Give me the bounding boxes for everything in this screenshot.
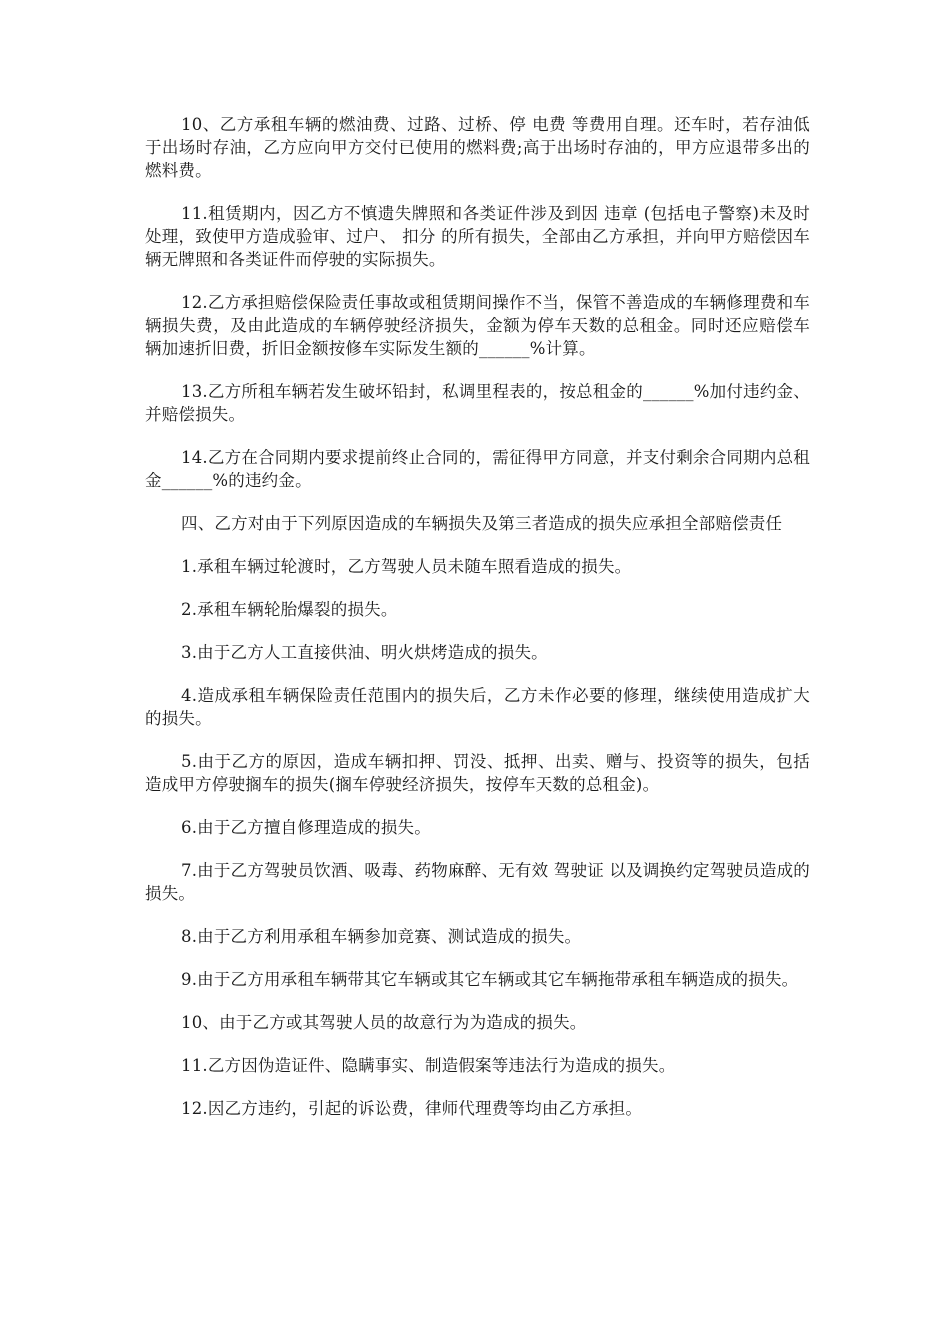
section-4-heading: 四、乙方对由于下列原因造成的车辆损失及第三者造成的损失应承担全部赔偿责任 bbox=[181, 514, 783, 533]
liability-item-10: 10、由于乙方或其驾驶人员的故意行为为造成的损失。 bbox=[181, 1013, 587, 1032]
clause-14-early-termination: 14.乙方在合同期内要求提前终止合同的，需征得甲方同意，并支付剩余合同期内总租金______%的违约金。 bbox=[145, 448, 810, 490]
clause-10-fuel-fees: 10、乙方承租车辆的燃油费、过路、过桥、停 电费 等费用自理。还车时，若存油低于出场时存油，乙方应向甲方交付已使用的燃料费;高于出场时存油的，甲方应退带多出的燃料费。 bbox=[145, 115, 810, 180]
liability-item-12: 12.因乙方违约，引起的诉讼费，律师代理费等均由乙方承担。 bbox=[181, 1099, 643, 1118]
clause-12-insurance-damage: 12.乙方承担赔偿保险责任事故或租赁期间操作不当，保管不善造成的车辆修理费和车辆损失费，及由此造成的车辆停驶经济损失，金额为停车天数的总租金。同时还应赔偿车辆加速折旧费，折旧金额按修车实际发生额的______%计算。 bbox=[145, 293, 810, 358]
liability-item-3: 3.由于乙方人工直接供油、明火烘烤造成的损失。 bbox=[181, 643, 548, 662]
liability-item-11: 11.乙方因伪造证件、隐瞒事实、制造假案等违法行为造成的损失。 bbox=[181, 1056, 676, 1075]
liability-item-2: 2.承租车辆轮胎爆裂的损失。 bbox=[181, 600, 398, 619]
liability-item-9: 9.由于乙方用承租车辆带其它车辆或其它车辆或其它车辆拖带承租车辆造成的损失。 bbox=[181, 970, 799, 989]
liability-item-4: 4.造成承租车辆保险责任范围内的损失后，乙方未作必要的修理，继续使用造成扩大的损失。 bbox=[145, 686, 810, 728]
liability-item-5: 5.由于乙方的原因，造成车辆扣押、罚没、抵押、出卖、赠与、投资等的损失，包括造成甲方停驶搁车的损失(搁车停驶经济损失，按停车天数的总租金)。 bbox=[145, 752, 810, 794]
liability-item-6: 6.由于乙方擅自修理造成的损失。 bbox=[181, 818, 431, 837]
clause-13-seal-tampering: 13.乙方所租车辆若发生破坏铅封，私调里程表的，按总租金的______%加付违约金、并赔偿损失。 bbox=[145, 382, 810, 424]
document-body bbox=[145, 113, 810, 1140]
liability-item-8: 8.由于乙方利用承租车辆参加竞赛、测试造成的损失。 bbox=[181, 927, 582, 946]
clause-11-lost-license: 11.租赁期内，因乙方不慎遗失牌照和各类证件涉及到因 违章 (包括电子警察)未及时处理，致使甲方造成验审、过户、 扣分 的所有损失，全部由乙方承担，并向甲方赔偿因车辆无牌照和各类证件而停驶的实际损失。 bbox=[145, 204, 810, 269]
liability-item-1: 1.承租车辆过轮渡时，乙方驾驶人员未随车照看造成的损失。 bbox=[181, 557, 632, 576]
liability-item-7: 7.由于乙方驾驶员饮酒、吸毒、药物麻醉、无有效 驾驶证 以及调换约定驾驶员造成的损失。 bbox=[145, 861, 810, 903]
